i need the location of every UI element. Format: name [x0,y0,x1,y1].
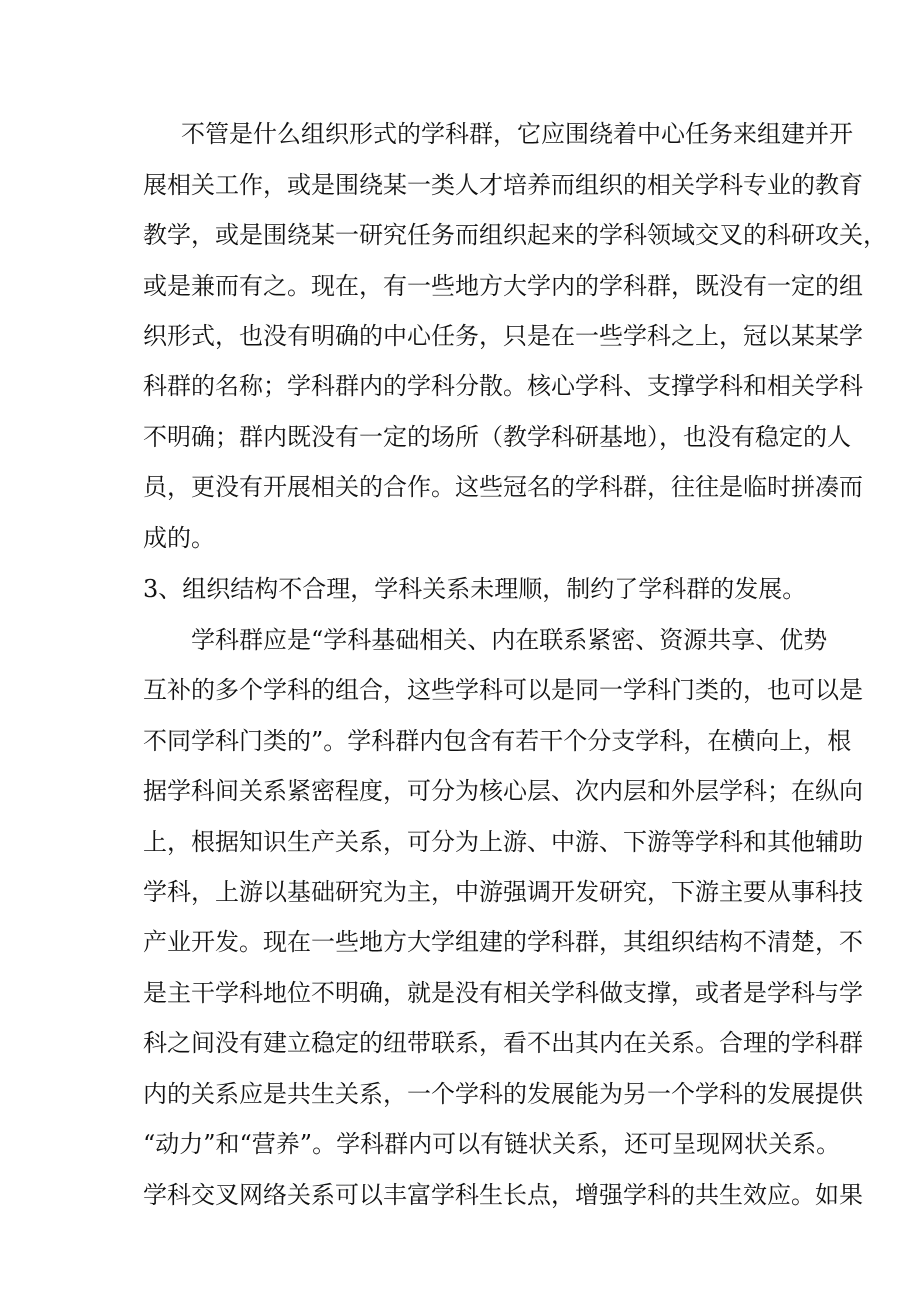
paragraph-1-line-5: 织形式，也没有明确的中心任务，只是在一些学科之上，冠以某某学 [143,322,863,350]
paragraph-2-line-3: 不同学科门类的”。学科群内包含有若干个分支学科，在横向上，根 [143,727,852,755]
paragraph-1-line-7: 不明确；群内既没有一定的场所（教学科研基地），也没有稳定的人 [143,423,851,451]
section-heading: 3、组织结构不合理，学科关系未理顺，制约了学科群的发展。 [143,575,807,603]
paragraph-2-line-7: 产业开发。现在一些地方大学组建的学科群，其组织结构不清楚，不 [143,928,863,956]
paragraph-1-line-8: 员，更没有开展相关的合作。这些冠名的学科群，往往是临时拼凑而 [143,473,863,501]
paragraph-1-line-4: 或是兼而有之。现在，有一些地方大学内的学科群，既没有一定的组 [143,272,863,300]
paragraph-2-line-8: 是主干学科地位不明确，就是没有相关学科做支撑，或者是学科与学 [143,979,863,1007]
paragraph-2-line-10: 内的关系应是共生关系，一个学科的发展能为另一个学科的发展提供 [143,1080,863,1108]
paragraph-2-line-4: 据学科间关系紧密程度，可分为核心层、次内层和外层学科；在纵向 [143,777,863,805]
paragraph-1-line-9: 成的。 [143,524,215,552]
paragraph-1-line-3: 教学，或是围绕某一研究任务而组织起来的学科领域交叉的科研攻关， [143,221,887,249]
paragraph-2-line-11: “动力”和“营养”。学科群内可以有链状关系，还可呈现网状关系。 [143,1130,841,1158]
paragraph-2-line-5: 上，根据知识生产关系，可分为上游、中游、下游等学科和其他辅助 [143,828,863,856]
paragraph-2-line-2: 互补的多个学科的组合，这些学科可以是同一学科门类的，也可以是 [143,676,863,704]
paragraph-2-line-6: 学科，上游以基础研究为主，中游强调开发研究，下游主要从事科技 [143,878,863,906]
paragraph-1-line-2: 展相关工作，或是围绕某一类人才培养而组织的相关学科专业的教育 [143,171,863,199]
paragraph-1-line-6: 科群的名称；学科群内的学科分散。核心学科、支撑学科和相关学科 [143,372,863,400]
paragraph-2-line-9: 科之间没有建立稳定的纽带联系，看不出其内在关系。合理的学科群 [143,1029,863,1057]
paragraph-1-line-1: 不管是什么组织形式的学科群，它应围绕着中心任务来组建并开 [181,120,853,148]
paragraph-2-line-12: 学科交叉网络关系可以丰富学科生长点，增强学科的共生效应。如果 [143,1181,863,1209]
paragraph-2-line-1: 学科群应是“学科基础相关、内在联系紧密、资源共享、优势 [191,626,828,654]
